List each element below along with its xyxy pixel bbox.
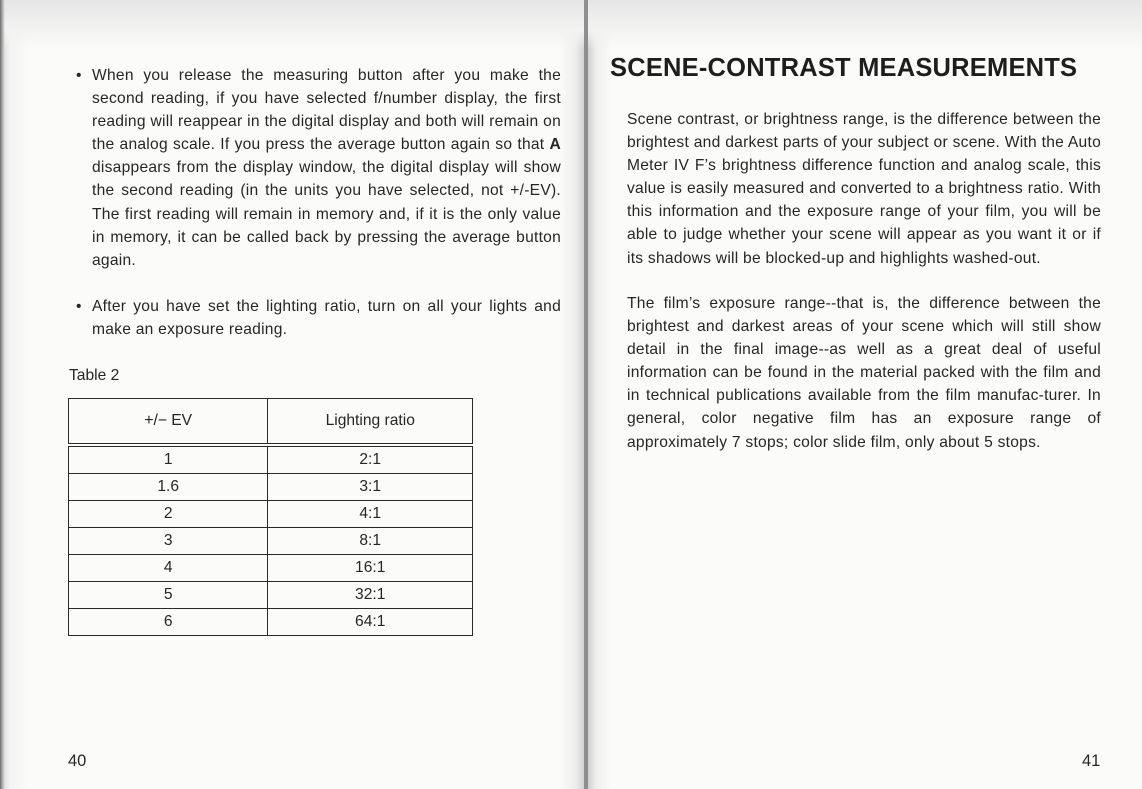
table-cell-ratio: 8:1 (268, 528, 473, 555)
table-cell-ratio: 64:1 (268, 609, 473, 636)
table-row (69, 609, 473, 636)
table-cell-ev: 3 (69, 528, 268, 555)
table-cell-ev: 6 (69, 609, 268, 636)
table-cell-ratio: 3:1 (268, 474, 473, 501)
table-row (69, 582, 473, 609)
page-number-right: 41 (1082, 752, 1101, 770)
table-cell-ratio: 4:1 (268, 501, 473, 528)
bold-a-indicator: A (549, 136, 561, 154)
table-header-ev: +/− EV (69, 399, 268, 446)
bullet-marker: • (76, 67, 82, 84)
bullet-marker: • (76, 298, 82, 315)
table-header-lighting-ratio: Lighting ratio (268, 399, 473, 446)
page-number-left: 40 (68, 752, 87, 770)
table-row (69, 445, 473, 474)
table-caption: Table 2 (69, 367, 120, 384)
table-cell-ev: 1 (69, 445, 268, 474)
table-row (69, 528, 473, 555)
table-row (69, 501, 473, 528)
bullet-text-part: disappears from the display window, the digital display will show the second reading (in the units you have selected, not +/-EV). The first reading will remain in memory and, if it is the only value in memory, it can be called back by pressing the average button again. (92, 159, 561, 269)
left-page-edge (0, 0, 5, 789)
table-cell-ratio: 32:1 (268, 582, 473, 609)
table-cell-ratio: 16:1 (268, 555, 473, 582)
table-row (69, 555, 473, 582)
table-cell-ev: 5 (69, 582, 268, 609)
section-title: SCENE-CONTRAST MEASUREMENTS (610, 54, 1078, 82)
left-page-top-shading (0, 0, 584, 50)
table-row (69, 474, 473, 501)
table-cell-ev: 1.6 (69, 474, 268, 501)
bullet-text-part: When you release the measuring button after you make the second reading, if you have selected f/number display, the first reading will reappear in the digital display and both will remain on the analog scale. If you press the average button again so that (92, 67, 561, 154)
table-cell-ratio: 2:1 (268, 445, 473, 474)
paragraph-exposure-range: The film’s exposure range--that is, the difference between the brightest and darkest areas of your scene which will still show detail in the final image--as well as a great deal of useful information can be found in the material packed with the film and in technical publications available from the film manufac-turer. In general, color negative film has an exposure range of approximately 7 stops; color slide film, only about 5 stops. (627, 295, 1101, 451)
table-cell-ev: 2 (69, 501, 268, 528)
paragraph-scene-contrast: Scene contrast, or brightness range, is the difference between the brightest and darkest parts of your subject or scene. With the Auto Meter IV F’s brightness difference function and analog scale, this value is easily measured and converted to a brightness ratio. With this information and the exposure range of your film, you will be able to judge whether your scene will appear as you want it or if its shadows will be blocked-up and highlights washed-out. (627, 111, 1101, 267)
table-header-row (69, 399, 473, 446)
bullet-paragraph-lighting-ratio: After you have set the lighting ratio, turn on all your lights and make an exposure reading. (92, 298, 561, 339)
bullet-paragraph-release-button (92, 64, 561, 272)
right-page-top-shading (588, 0, 1142, 50)
lighting-ratio-table (68, 398, 473, 636)
table-cell-ev: 4 (69, 555, 268, 582)
